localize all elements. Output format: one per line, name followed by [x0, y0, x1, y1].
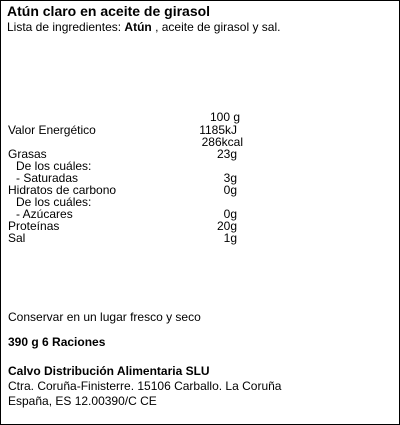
ingredients-prefix: Lista de ingredientes: — [7, 20, 125, 34]
ingredients-line — [7, 20, 280, 34]
manufacturer-address-1: Ctra. Coruña-Finisterre. 15106 Carballo. La Coruña — [8, 379, 282, 393]
manufacturer-address-2: España, ES 12.00390/C CE — [8, 394, 157, 408]
product-title: Atún claro en aceite de girasol — [7, 3, 211, 19]
package-size: 390 g 6 Raciones — [8, 335, 106, 349]
ingredients-highlight: Atún — [124, 20, 152, 34]
protein-value: 20g — [216, 219, 237, 233]
nutrition-header: 100 g — [209, 110, 240, 124]
salt-label: Sal — [8, 231, 26, 245]
carbs-value: 0g — [223, 183, 237, 197]
energy-label: Valor Energético — [8, 123, 96, 137]
protein-label: Proteínas — [8, 219, 60, 233]
fat-label: Grasas — [8, 147, 47, 161]
of-which-label-2: De los cuáles: — [16, 195, 92, 209]
sugars-value: 0g — [223, 207, 237, 221]
energy-kcal: 286kcal — [201, 135, 243, 149]
manufacturer-name: Calvo Distribución Alimentaria SLU — [8, 364, 210, 378]
fat-value: 23g — [216, 147, 237, 161]
salt-value: 1g — [223, 231, 237, 245]
salt-row — [1, 232, 400, 245]
carbs-label: Hidratos de carbono — [8, 183, 117, 197]
sugars-label: - Azúcares — [16, 207, 73, 221]
ingredients-suffix: , aceite de girasol y sal. — [151, 20, 281, 34]
energy-kj: 1185kJ — [199, 123, 237, 137]
storage-instructions: Conservar en un lugar fresco y seco — [8, 310, 201, 324]
saturated-label: - Saturadas — [16, 171, 79, 185]
saturated-value: 3g — [223, 171, 237, 185]
of-which-label-1: De los cuáles: — [16, 159, 92, 173]
